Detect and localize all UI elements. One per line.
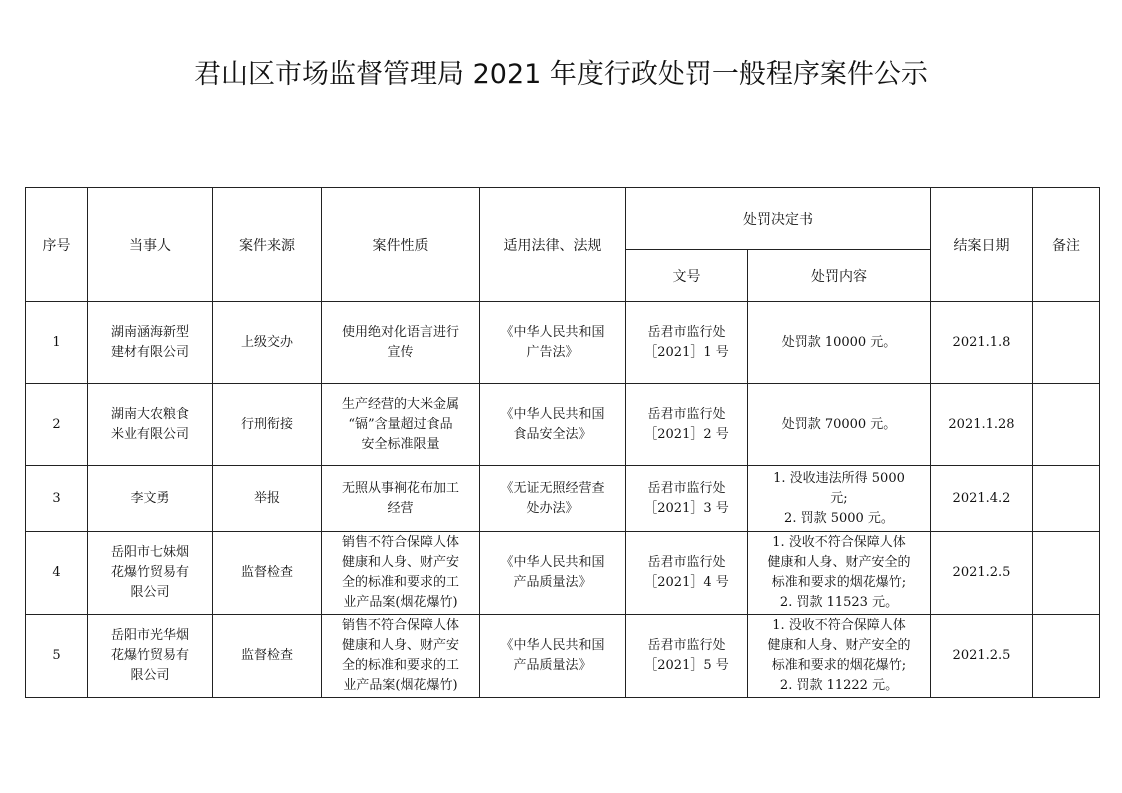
cell-content xyxy=(748,615,931,698)
cell-line: 产品质量法》 xyxy=(513,575,592,590)
cell-line: 宣传 xyxy=(387,344,414,360)
page-title: 君山区市场监督管理局 2021 年度行政处罚一般程序案件公示 xyxy=(194,59,928,90)
cell-line: 广告法》 xyxy=(526,344,579,360)
cell-remarks xyxy=(1033,302,1100,384)
cell-line: 《中华人民共和国 xyxy=(500,406,605,422)
cell-line: ［2021］2 号 xyxy=(644,426,729,442)
cell-source: 行刑衔接 xyxy=(213,384,322,466)
cell-close-date: 2021.1.28 xyxy=(931,384,1033,466)
cell-line: ［2021］4 号 xyxy=(644,575,729,590)
cell-close-date: 2021.4.2 xyxy=(931,466,1033,532)
cell-line: 经营 xyxy=(387,500,414,516)
cell-line: 建材有限公司 xyxy=(110,344,189,360)
cell-nature xyxy=(322,466,480,532)
cell-line: 《无证无照经营查 xyxy=(500,480,605,496)
cell-party xyxy=(88,532,213,615)
cell-line: 花爆竹贸易有 xyxy=(110,648,189,663)
cell-line: 销售不符合保障人体 xyxy=(341,535,459,550)
cell-line: 标准和要求的烟花爆竹; xyxy=(771,575,907,590)
cell-line: ［2021］5 号 xyxy=(644,658,729,673)
cell-line: 2. 罚款 11222 元。 xyxy=(779,678,899,693)
header-seq: 序号 xyxy=(26,188,88,302)
cell-line: 无照从事裥花布加工 xyxy=(341,480,459,496)
cell-line: 元; xyxy=(830,490,848,506)
cell-line: 湖南大农粮食 xyxy=(110,406,189,422)
cell-line: 全的标准和要求的工 xyxy=(341,575,459,590)
header-close-date: 结案日期 xyxy=(931,188,1033,302)
cell-line: 岳君市监行处 xyxy=(647,406,726,422)
cell-source: 监督检查 xyxy=(213,532,322,615)
cell-line: 岳君市监行处 xyxy=(647,324,726,340)
cell-remarks xyxy=(1033,384,1100,466)
cell-line: 健康和人身、财产安 xyxy=(341,555,459,570)
cell-line: ［2021］1 号 xyxy=(644,344,729,360)
cell-line: 《中华人民共和国 xyxy=(500,324,605,340)
cell-line: 岳阳市七妹烟 xyxy=(110,545,189,560)
cell-close-date: 2021.1.8 xyxy=(931,302,1033,384)
cell-line: 花爆竹贸易有 xyxy=(110,565,189,580)
case-table xyxy=(25,187,1100,698)
table-row xyxy=(26,532,1100,615)
cell-law xyxy=(480,466,626,532)
cell-line: 销售不符合保障人体 xyxy=(341,618,459,633)
cell-source: 举报 xyxy=(213,466,322,532)
cell-line: 2. 罚款 11523 元。 xyxy=(779,595,899,610)
cell-line: 《中华人民共和国 xyxy=(500,555,605,570)
cell-nature xyxy=(322,615,480,698)
cell-line: 业产品案(烟花爆竹) xyxy=(343,595,458,610)
cell-line: 岳阳市光华烟 xyxy=(110,628,189,643)
header-doc-no: 文号 xyxy=(626,250,748,302)
cell-line: 1. 没收不符合保障人体 xyxy=(772,618,906,633)
cell-doc-no xyxy=(626,302,748,384)
cell-line: 米业有限公司 xyxy=(110,426,189,442)
cell-party xyxy=(88,466,213,532)
header-content: 处罚内容 xyxy=(748,250,931,302)
cell-doc-no xyxy=(626,384,748,466)
header-party: 当事人 xyxy=(88,188,213,302)
cell-seq: 4 xyxy=(26,532,88,615)
cell-line: 产品质量法》 xyxy=(513,658,592,673)
cell-line: 岳君市监行处 xyxy=(647,638,726,653)
cell-content xyxy=(748,302,931,384)
cell-line: 处罚款 10000 元。 xyxy=(781,334,897,350)
cell-line: 健康和人身、财产安 xyxy=(341,638,459,653)
table-row xyxy=(26,466,1100,532)
cell-doc-no xyxy=(626,615,748,698)
cell-remarks xyxy=(1033,466,1100,532)
cell-law xyxy=(480,532,626,615)
cell-seq: 5 xyxy=(26,615,88,698)
cell-line: 限公司 xyxy=(130,585,170,600)
cell-content xyxy=(748,532,931,615)
header-remarks: 备注 xyxy=(1033,188,1100,302)
cell-nature xyxy=(322,384,480,466)
cell-line: 食品安全法》 xyxy=(513,426,592,442)
cell-line: 1. 没收违法所得 5000 xyxy=(773,470,905,486)
cell-line: 岳君市监行处 xyxy=(647,555,726,570)
cell-party xyxy=(88,302,213,384)
cell-law xyxy=(480,384,626,466)
header-nature: 案件性质 xyxy=(322,188,480,302)
cell-content xyxy=(748,466,931,532)
cell-line: 限公司 xyxy=(130,668,170,683)
cell-line: 标准和要求的烟花爆竹; xyxy=(771,658,907,673)
cell-law xyxy=(480,615,626,698)
header-source: 案件来源 xyxy=(213,188,322,302)
header-law: 适用法律、法规 xyxy=(480,188,626,302)
cell-line: 湖南涵海新型 xyxy=(110,324,189,340)
cell-seq: 2 xyxy=(26,384,88,466)
cell-line: 使用绝对化语言进行 xyxy=(341,324,459,340)
cell-close-date: 2021.2.5 xyxy=(931,615,1033,698)
cell-line: 全的标准和要求的工 xyxy=(341,658,459,673)
cell-line: 处罚款 70000 元。 xyxy=(781,416,897,432)
cell-law xyxy=(480,302,626,384)
cell-line: “镉”含量超过食品 xyxy=(348,416,453,432)
table-row xyxy=(26,384,1100,466)
cell-seq: 1 xyxy=(26,302,88,384)
cell-doc-no xyxy=(626,466,748,532)
cell-line: 业产品案(烟花爆竹) xyxy=(343,678,458,693)
cell-line: ［2021］3 号 xyxy=(644,500,729,516)
cell-line: 李文勇 xyxy=(130,490,170,506)
cell-line: 《中华人民共和国 xyxy=(500,638,605,653)
cell-line: 安全标准限量 xyxy=(361,436,440,452)
table-row xyxy=(26,615,1100,698)
cell-line: 1. 没收不符合保障人体 xyxy=(772,535,906,550)
cell-line: 2. 罚款 5000 元。 xyxy=(784,510,894,526)
cell-remarks xyxy=(1033,615,1100,698)
cell-source: 监督检查 xyxy=(213,615,322,698)
cell-source: 上级交办 xyxy=(213,302,322,384)
cell-nature xyxy=(322,302,480,384)
cell-line: 生产经营的大米金属 xyxy=(341,396,459,412)
cell-close-date: 2021.2.5 xyxy=(931,532,1033,615)
cell-line: 岳君市监行处 xyxy=(647,480,726,496)
cell-party xyxy=(88,615,213,698)
cell-nature xyxy=(322,532,480,615)
cell-party xyxy=(88,384,213,466)
cell-content xyxy=(748,384,931,466)
table-header xyxy=(26,188,1100,302)
cell-seq: 3 xyxy=(26,466,88,532)
cell-line: 健康和人身、财产安全的 xyxy=(767,555,911,570)
cell-line: 健康和人身、财产安全的 xyxy=(767,638,911,653)
cell-line: 处办法》 xyxy=(526,500,579,516)
cell-remarks xyxy=(1033,532,1100,615)
cell-doc-no xyxy=(626,532,748,615)
header-decision-group: 处罚决定书 xyxy=(626,188,931,250)
table-body xyxy=(26,302,1100,698)
table-row xyxy=(26,302,1100,384)
